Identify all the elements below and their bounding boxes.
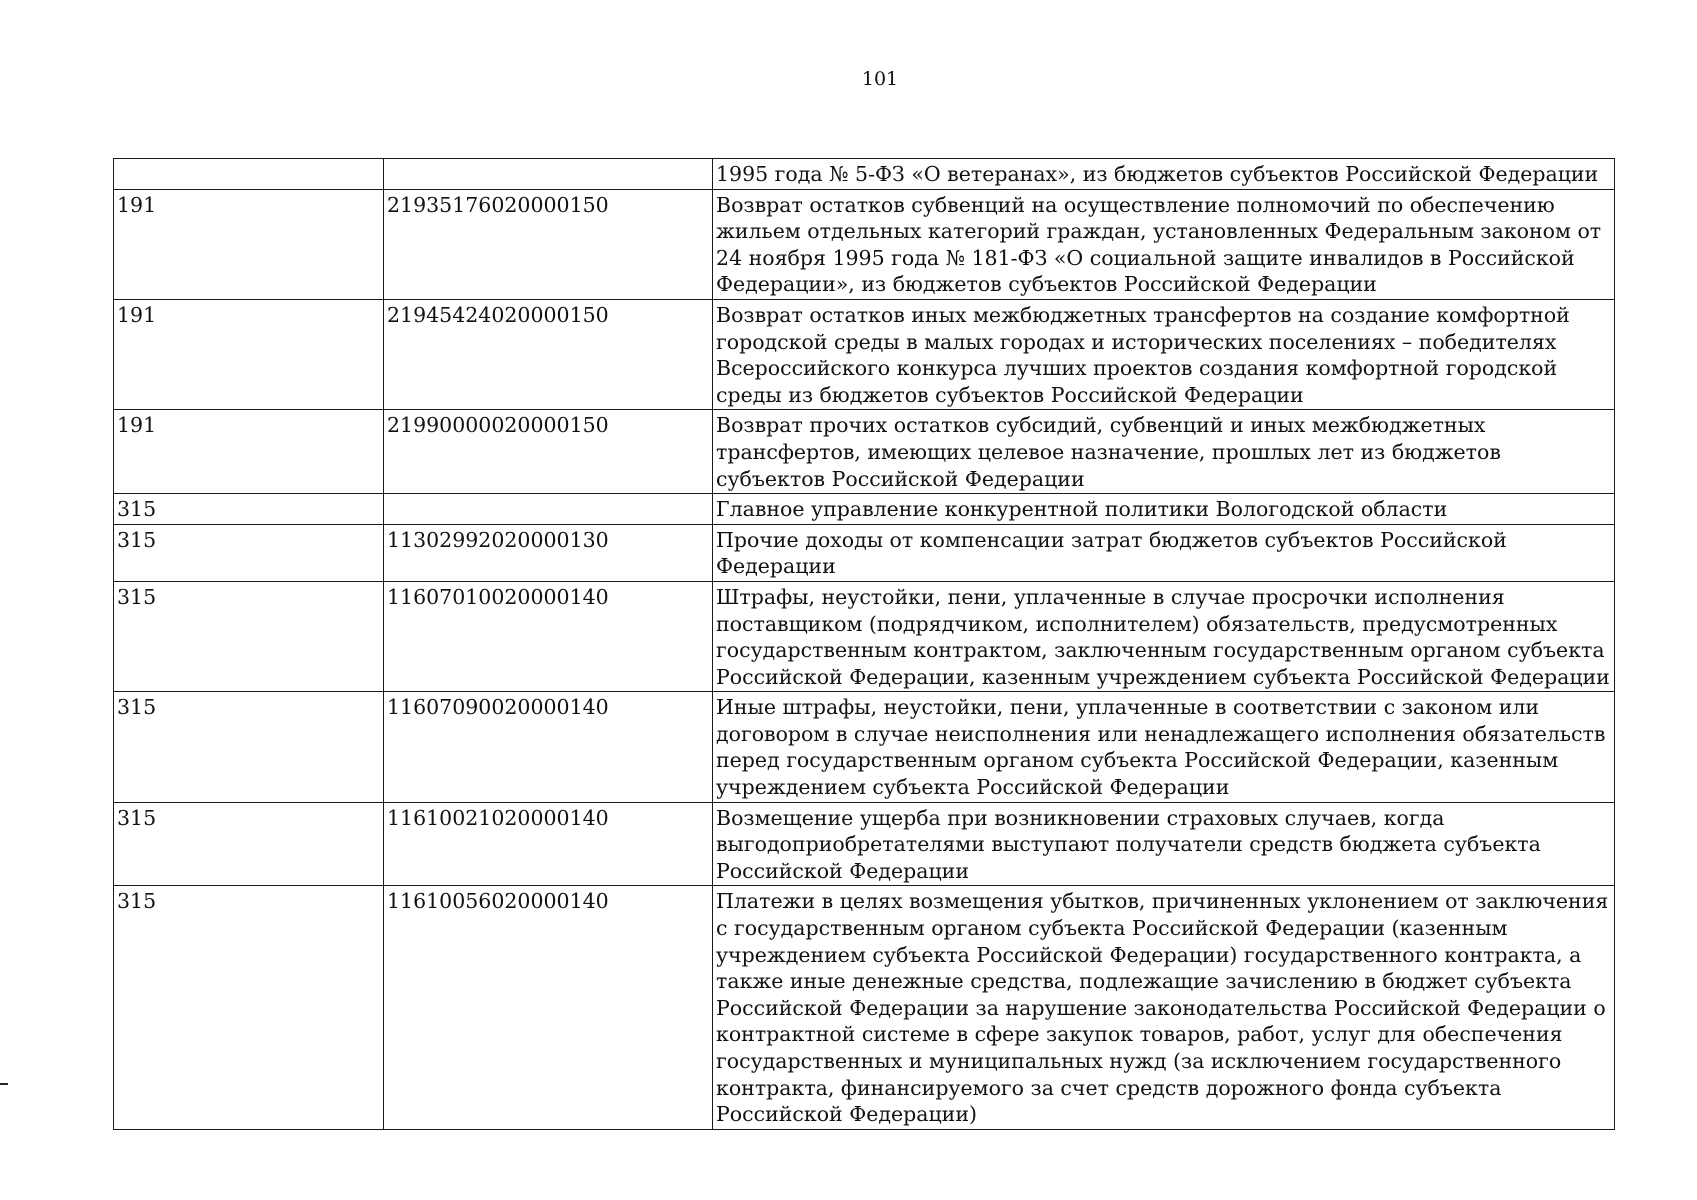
table-row <box>114 886 1615 1129</box>
income-code-cell: 11607090020000140 <box>384 692 713 802</box>
table-row <box>114 189 1615 299</box>
income-code-cell: 11607010020000140 <box>384 581 713 691</box>
margin-mark <box>0 1083 8 1085</box>
income-code-cell: 21990000020000150 <box>384 410 713 494</box>
income-code-cell: 21935176020000150 <box>384 189 713 299</box>
income-name-cell: Платежи в целях возмещения убытков, причиненных уклонением от заключения с государственным органом субъекта Российской Федерации (казенным учреждением субъекта Российской Федерации) государственного контракта, а также иные денежные средства, подлежащие зачислению в бюджет субъекта Российской Федерации за нарушение законодательства Российской Федерации о контрактной системе в сфере закупок товаров, работ, услуг для обеспечения государственных и муниципальных нужд (за исключением государственного контракта, финансируемого за счет средств дорожного фонда субъекта Российской Федерации) <box>713 886 1615 1129</box>
table-row <box>114 581 1615 691</box>
table-row <box>114 159 1615 190</box>
income-name-cell: Прочие доходы от компенсации затрат бюджетов субъектов Российской Федерации <box>713 524 1615 581</box>
admin-code-cell: 191 <box>114 189 384 299</box>
table-row <box>114 299 1615 409</box>
budget-codes-table <box>113 158 1615 1130</box>
page-number: 101 <box>861 68 899 90</box>
income-name-cell: Штрафы, неустойки, пени, уплаченные в случае просрочки исполнения поставщиком (подрядчиком, исполнителем) обязательств, предусмотренных государственным контрактом, заключенным государственным органом субъекта Российской Федерации, казенным учреждением субъекта Российской Федерации <box>713 581 1615 691</box>
income-code-cell: 11302992020000130 <box>384 524 713 581</box>
income-name-cell: Главное управление конкурентной политики Вологодской области <box>713 494 1615 525</box>
income-name-cell: Возврат остатков субвенций на осуществление полномочий по обеспечению жильем отдельных категорий граждан, установленных Федеральным законом от 24 ноября 1995 года № 181-ФЗ «О социальной защите инвалидов в Российской Федерации», из бюджетов субъектов Российской Федерации <box>713 189 1615 299</box>
income-name-cell: Возврат прочих остатков субсидий, субвенций и иных межбюджетных трансфертов, имеющих целевое назначение, прошлых лет из бюджетов субъектов Российской Федерации <box>713 410 1615 494</box>
income-name-cell: Возврат остатков иных межбюджетных трансфертов на создание комфортной городской среды в малых городах и исторических поселениях – победителях Всероссийского конкурса лучших проектов создания комфортной городской среды из бюджетов субъектов Российской Федерации <box>713 299 1615 409</box>
table-row <box>114 494 1615 525</box>
table-row <box>114 802 1615 886</box>
income-name-cell: 1995 года № 5-ФЗ «О ветеранах», из бюджетов субъектов Российской Федерации <box>713 159 1615 190</box>
admin-code-cell: 315 <box>114 581 384 691</box>
income-code-cell <box>384 159 713 190</box>
admin-code-cell: 191 <box>114 299 384 409</box>
admin-code-cell: 191 <box>114 410 384 494</box>
admin-code-cell <box>114 159 384 190</box>
admin-code-cell: 315 <box>114 802 384 886</box>
income-code-cell <box>384 494 713 525</box>
admin-code-cell: 315 <box>114 494 384 525</box>
table-row <box>114 410 1615 494</box>
income-name-cell: Возмещение ущерба при возникновении страховых случаев, когда выгодоприобретателями выступают получатели средств бюджета субъекта Российской Федерации <box>713 802 1615 886</box>
table-row <box>114 524 1615 581</box>
income-code-cell: 11610056020000140 <box>384 886 713 1129</box>
admin-code-cell: 315 <box>114 692 384 802</box>
income-code-cell: 21945424020000150 <box>384 299 713 409</box>
admin-code-cell: 315 <box>114 524 384 581</box>
admin-code-cell: 315 <box>114 886 384 1129</box>
income-name-cell: Иные штрафы, неустойки, пени, уплаченные в соответствии с законом или договором в случае неисполнения или ненадлежащего исполнения обязательств перед государственным органом субъекта Российской Федерации, казенным учреждением субъекта Российской Федерации <box>713 692 1615 802</box>
table-row <box>114 692 1615 802</box>
income-code-cell: 11610021020000140 <box>384 802 713 886</box>
